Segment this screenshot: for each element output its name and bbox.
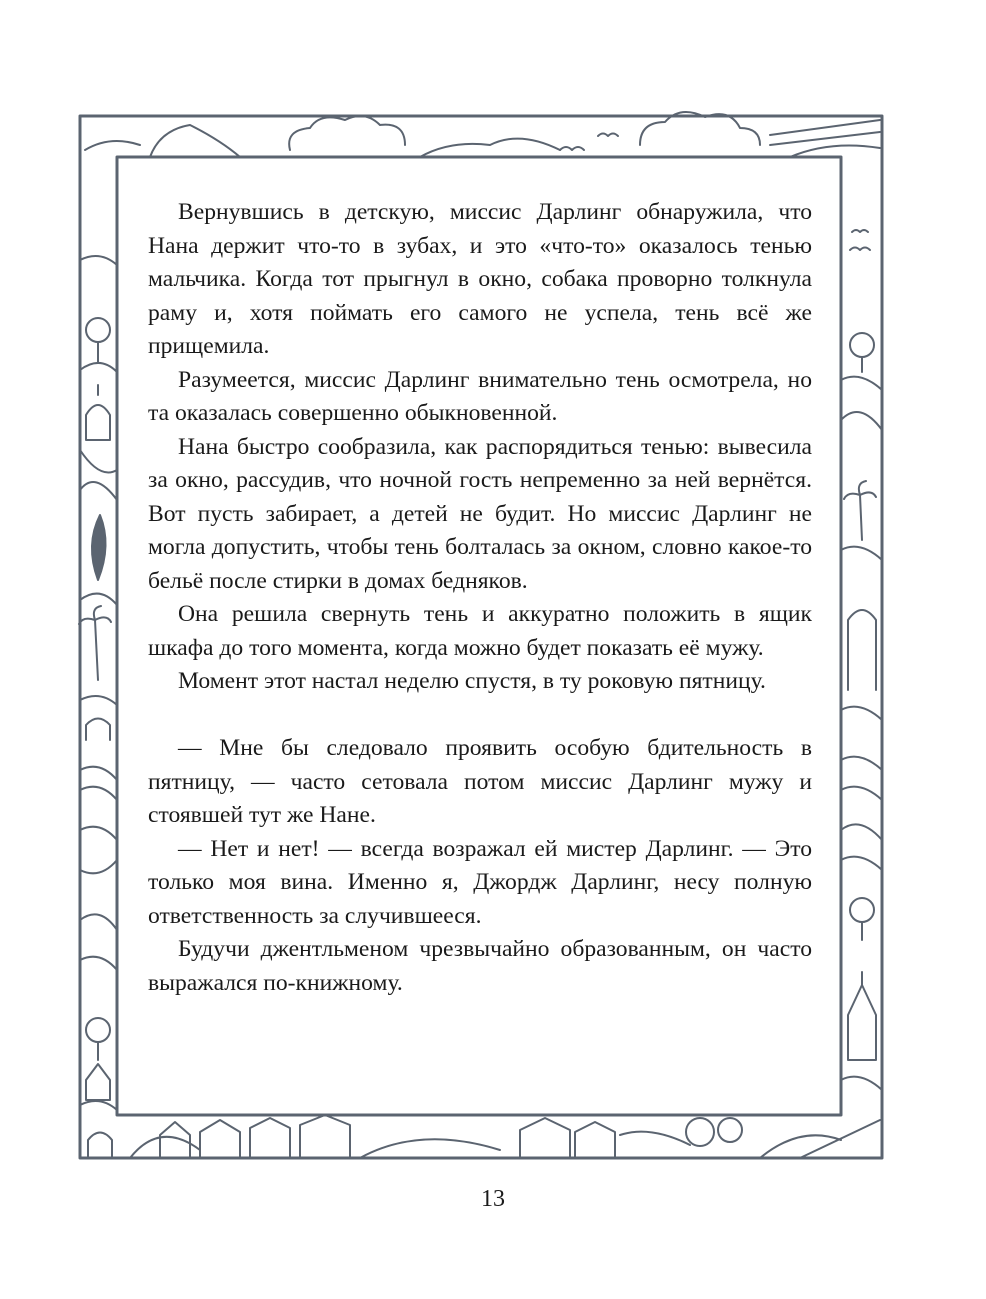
paragraph: Разумеется, миссис Дарлинг внимательно тень осмотрела, но та оказалась совершенно обыкновенной.: [148, 366, 812, 426]
paragraph: Нана быстро сообразила, как распорядиться тенью: вывесила за окно, рассудив, что ночной гость непременно за ней вернётся. Вот пусть забирает, а детей не будит. Но миссис Дарлинг не могла допустить, чтобы тень болталась за окном, словно какое-то бельё после стирки в домах бедняков.: [148, 433, 812, 594]
paragraph: Она решила свернуть тень и аккуратно положить в ящик шкафа до того момента, когда можно будет показать её мужу.: [148, 601, 812, 661]
paragraph: — Мне бы следовало проявить особую бдительность в пятницу, — часто сетовала потом миссис Дарлинг мужу и стоявшей тут же Нане.: [148, 735, 812, 828]
tree-icon: [686, 1118, 714, 1146]
paragraph: Будучи джентльменом чрезвычайно образованным, он часто выражался по-книжному.: [148, 936, 812, 996]
village-house-icon: [300, 1115, 350, 1158]
page-number: 13: [481, 1186, 505, 1212]
right-border-scene: [841, 230, 882, 1090]
church-spire-icon: [86, 1064, 110, 1100]
cloud-icon: [289, 116, 405, 150]
tree-icon: [86, 1018, 110, 1042]
bird-icon: [560, 147, 584, 150]
paragraph: — Нет и нет! — всегда возражал ей мистер Дарлинг. — Это только моя вина. Именно я, Джордж Дарлинг, несу полную ответственность за случившееся.: [148, 835, 812, 929]
church-spire-icon: [848, 985, 876, 1060]
bird-icon: [598, 134, 618, 137]
village-house-icon: [160, 1122, 190, 1158]
tree-icon: [86, 318, 110, 342]
bird-icon: [852, 230, 868, 232]
village-house-icon: [575, 1122, 615, 1158]
leaf-plant-icon: [92, 515, 106, 580]
paragraph: Вернувшись в детскую, миссис Дарлинг обнаружила, что Нана держит что-то в зубах, и это «что-то» оказалось тенью мальчика. Когда тот прыгнул в окно, собака проворно толкнула раму и, хотя поймать его самого не успела, тень всё же прищемила.: [148, 199, 812, 359]
left-border-scene: [79, 256, 117, 1110]
story-text: [148, 196, 812, 1000]
paragraph: Момент этот настал неделю спустя, в ту роковую пятницу.: [178, 668, 766, 694]
top-border-scene: [85, 112, 880, 157]
palm-tree-icon: [79, 606, 111, 680]
tree-icon: [850, 898, 874, 922]
village-house-icon: [520, 1118, 570, 1158]
village-house-icon: [200, 1120, 240, 1158]
domed-chapel-icon: [88, 1133, 112, 1159]
tree-icon: [850, 333, 874, 357]
village-house-icon: [250, 1118, 290, 1158]
tree-icon: [718, 1118, 742, 1142]
bottom-border-scene: [88, 1115, 880, 1158]
domed-chapel-icon: [86, 405, 110, 440]
bird-icon: [850, 248, 870, 251]
palm-tree-icon: [844, 481, 876, 540]
